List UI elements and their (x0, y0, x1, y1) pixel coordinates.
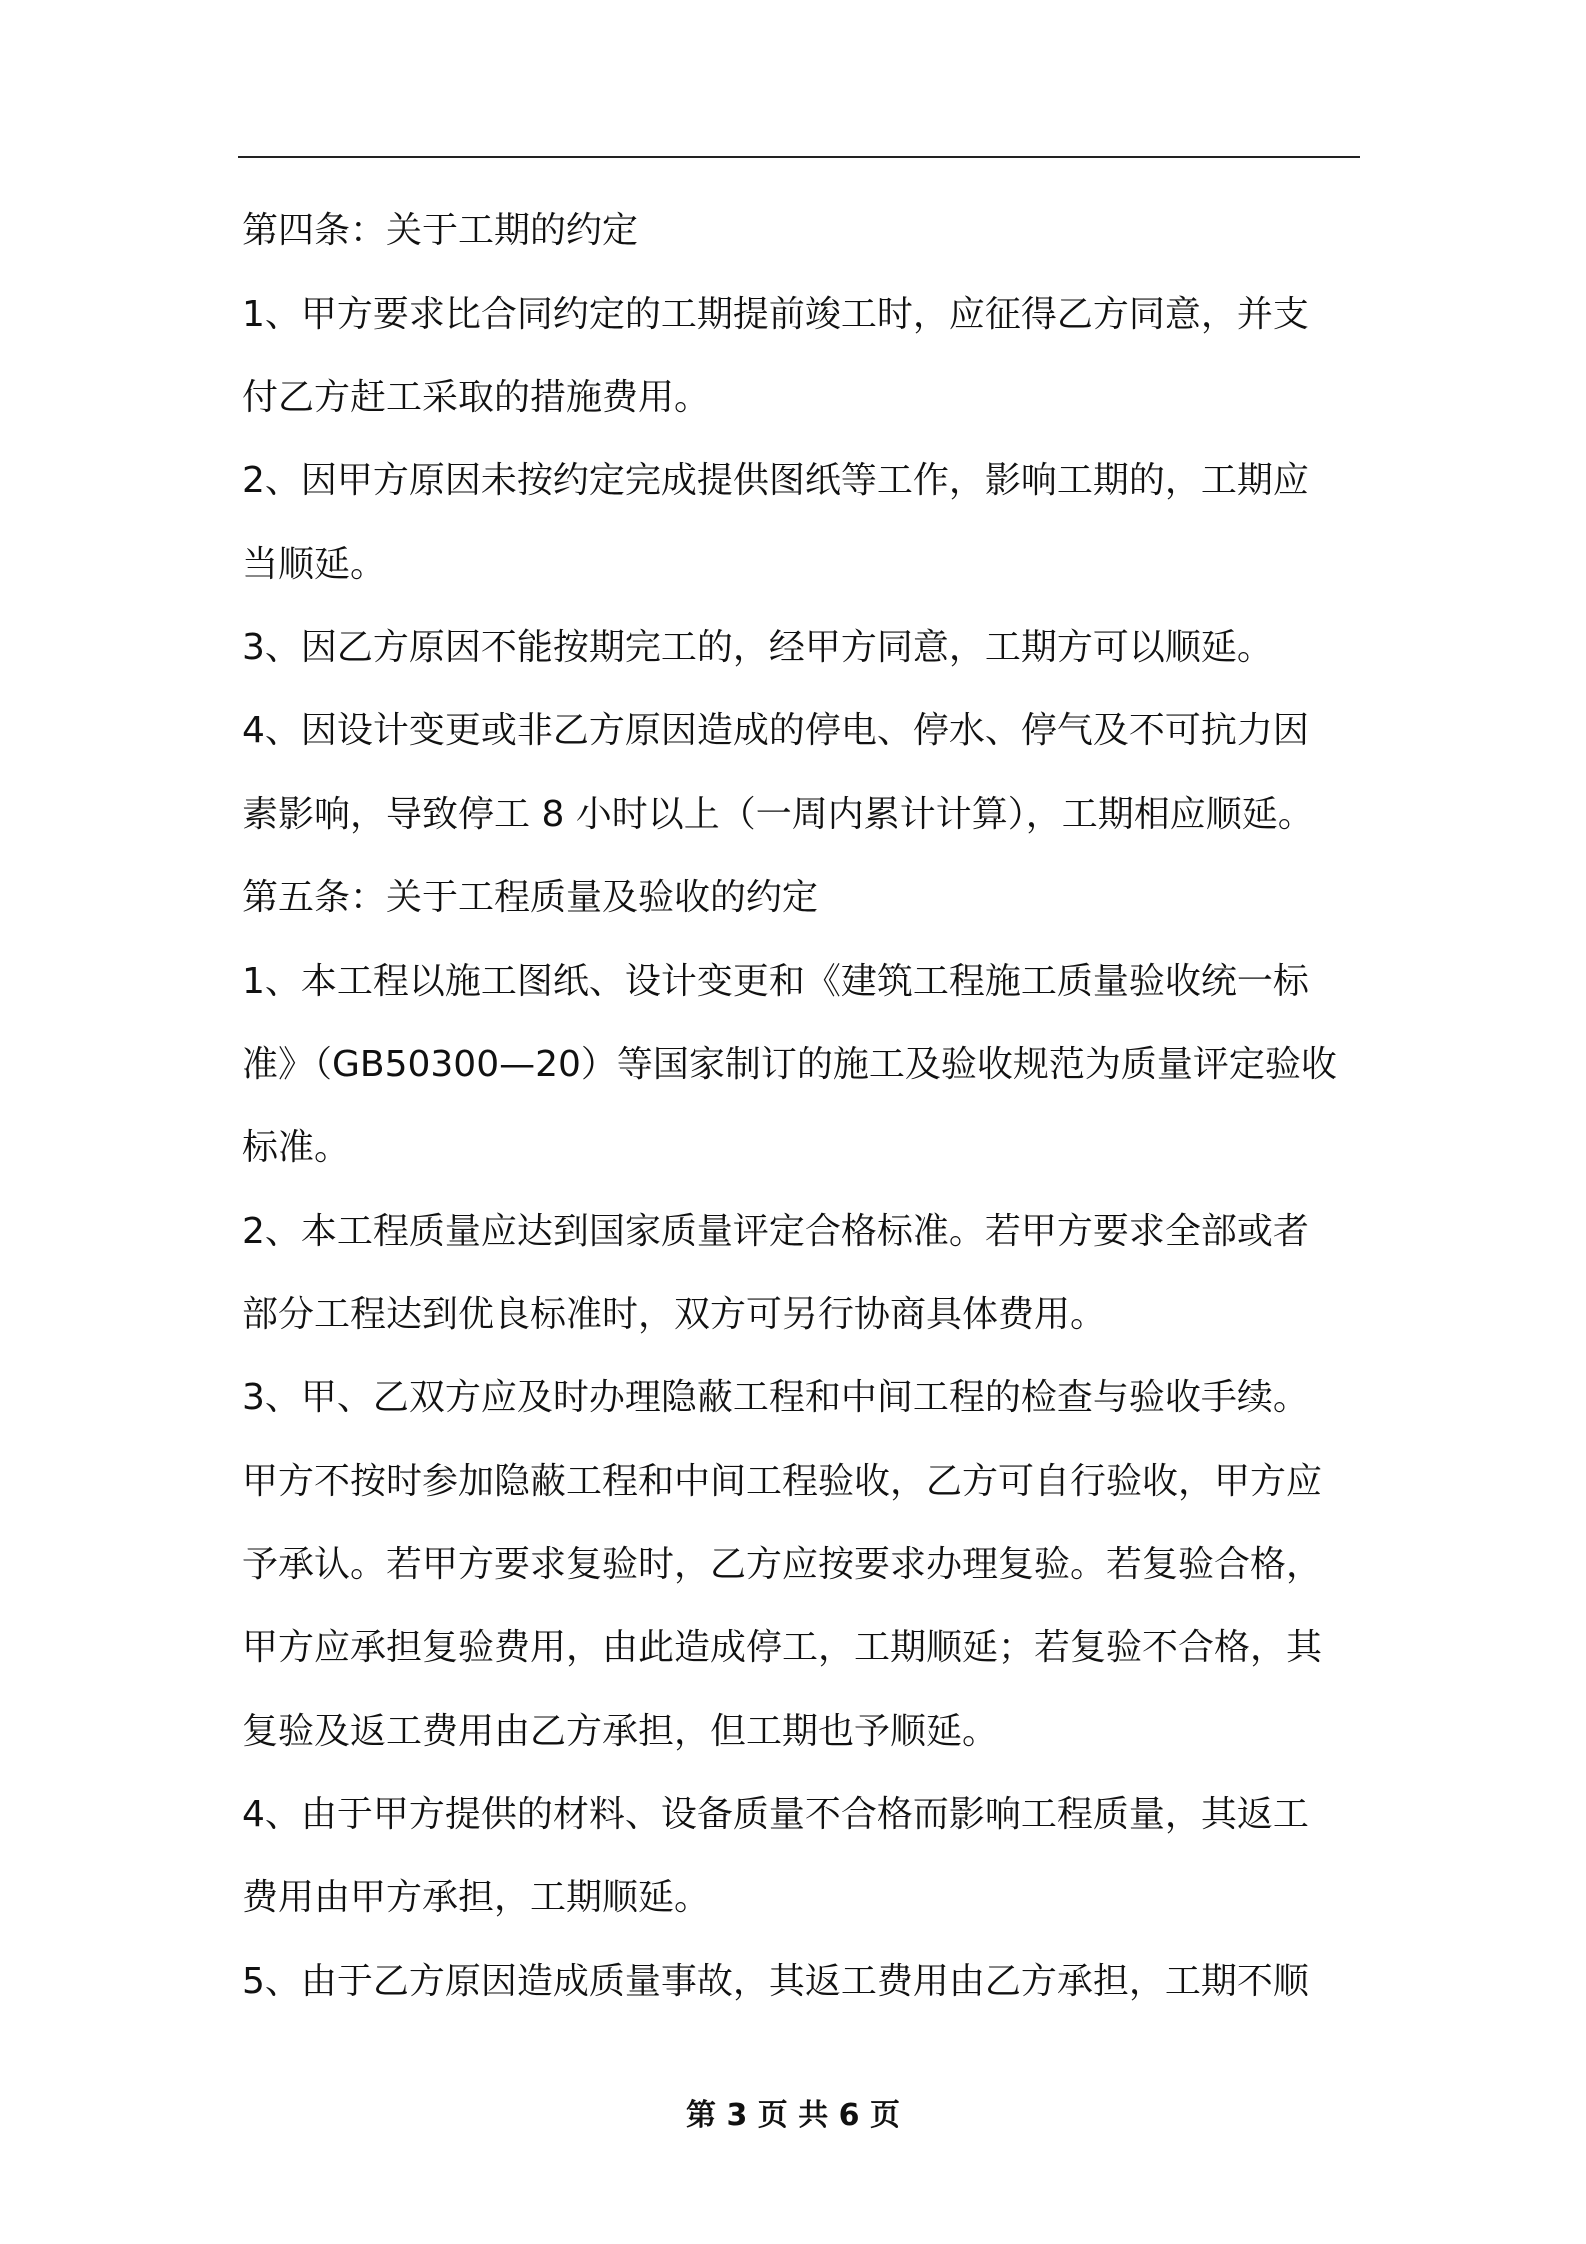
paragraph-line: 素影响，导致停工 8 小时以上（一周内累计计算），工期相应顺延。 (242, 794, 1314, 835)
paragraph-line: 5、由于乙方原因造成质量事故，其返工费用由乙方承担，工期不顺 (242, 1961, 1309, 2002)
section-heading-article-4: 第四条：关于工期的约定 (242, 210, 639, 251)
paragraph-line: 3、甲、乙双方应及时办理隐蔽工程和中间工程的检查与验收手续。 (242, 1377, 1309, 1418)
page-number-footer: 第 3 页 共 6 页 (686, 2098, 900, 2133)
paragraph-line: 2、本工程质量应达到国家质量评定合格标准。若甲方要求全部或者 (242, 1211, 1309, 1252)
section-heading-article-5: 第五条：关于工程质量及验收的约定 (242, 877, 819, 918)
header-rule (238, 156, 1360, 158)
paragraph-line: 付乙方赶工采取的措施费用。 (242, 377, 711, 418)
paragraph-line: 予承认。若甲方要求复验时，乙方应按要求办理复验。若复验合格， (242, 1544, 1323, 1585)
paragraph-line: 3、因乙方原因不能按期完工的，经甲方同意，工期方可以顺延。 (242, 627, 1273, 668)
paragraph-line: 4、因设计变更或非乙方原因造成的停电、停水、停气及不可抗力因 (242, 710, 1309, 751)
paragraph-line: 复验及返工费用由乙方承担，但工期也予顺延。 (242, 1711, 999, 1752)
paragraph-line: 当顺延。 (242, 544, 387, 585)
paragraph-line: 费用由甲方承担，工期顺延。 (242, 1877, 711, 1918)
paragraph-line: 1、甲方要求比合同约定的工期提前竣工时，应征得乙方同意，并支 (242, 294, 1309, 335)
paragraph-line: 甲方应承担复验费用，由此造成停工，工期顺延；若复验不合格，其 (242, 1627, 1323, 1668)
paragraph-line: 1、本工程以施工图纸、设计变更和《建筑工程施工质量验收统一标 (242, 961, 1309, 1002)
paragraph-line: 甲方不按时参加隐蔽工程和中间工程验收，乙方可自行验收，甲方应 (242, 1461, 1323, 1502)
paragraph-line: 部分工程达到优良标准时，双方可另行协商具体费用。 (242, 1294, 1107, 1335)
paragraph-line: 准》（GB50300—20）等国家制订的施工及验收规范为质量评定验收 (242, 1044, 1337, 1085)
paragraph-line: 标准。 (242, 1127, 351, 1168)
paragraph-line: 2、因甲方原因未按约定完成提供图纸等工作，影响工期的，工期应 (242, 460, 1309, 501)
paragraph-line: 4、由于甲方提供的材料、设备质量不合格而影响工程质量，其返工 (242, 1794, 1309, 1835)
